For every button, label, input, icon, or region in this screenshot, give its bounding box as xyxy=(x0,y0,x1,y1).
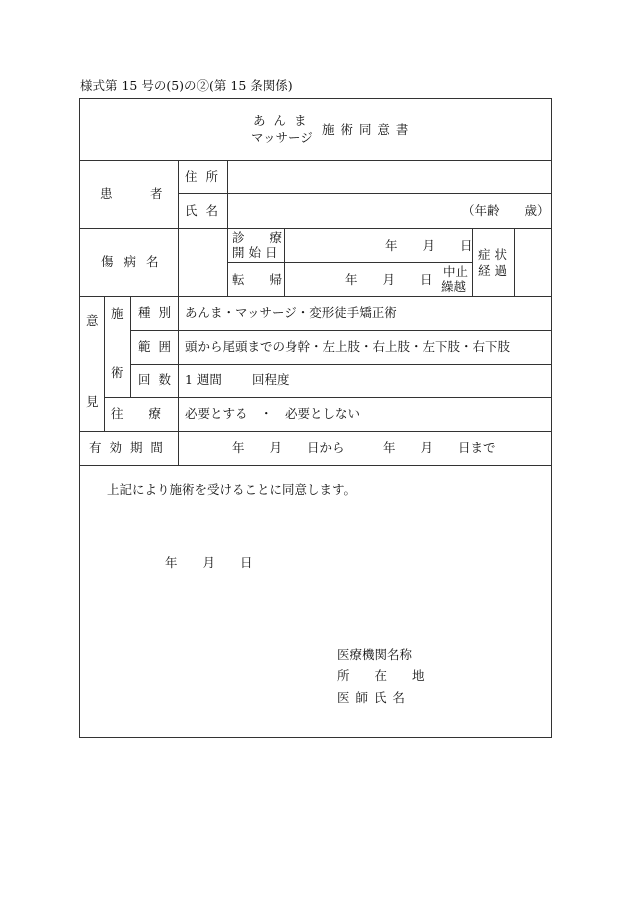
treatment-label-1: 施 xyxy=(111,306,124,321)
row-divider xyxy=(130,364,552,365)
first-visit-date: 年 月 日 xyxy=(385,238,473,253)
opinion-label-2: 見 xyxy=(86,394,99,409)
patient-label: 患 者 xyxy=(100,186,163,201)
first-visit-label-2: 開 始 日 xyxy=(232,245,278,260)
doctor-name-label: 医 師 氏 名 xyxy=(337,690,406,705)
treatment-label-2: 術 xyxy=(111,365,124,380)
col-divider xyxy=(178,431,179,465)
col-divider xyxy=(227,160,228,228)
row-divider xyxy=(104,397,552,398)
col-divider xyxy=(178,296,179,431)
symptom-label-1: 症 状 xyxy=(478,247,507,262)
validity-to: 年 月 日まで xyxy=(383,440,496,455)
opinion-label-1: 意 xyxy=(86,313,99,328)
type-label: 種 別 xyxy=(138,305,173,320)
validity-from: 年 月 日から xyxy=(232,440,345,455)
consent-date: 年 月 日 xyxy=(165,555,253,570)
col-divider xyxy=(284,228,285,296)
symptom-label-2: 経 過 xyxy=(478,263,507,278)
row-divider xyxy=(130,330,552,331)
address-label: 住 所 xyxy=(185,169,220,184)
injury-label: 傷 病 名 xyxy=(101,254,162,269)
row-divider xyxy=(79,431,552,432)
col-divider xyxy=(104,296,105,431)
consent-statement: 上記により施術を受けることに同意します。 xyxy=(107,482,357,497)
title-line-1: あ ん ま xyxy=(253,113,309,128)
first-visit-label-1: 診 療 xyxy=(232,230,283,245)
range-label: 範 囲 xyxy=(138,339,173,354)
visit-value: 必要とする ・ 必要としない xyxy=(185,406,361,421)
outcome-date: 年 月 日 xyxy=(345,272,433,287)
row-divider xyxy=(79,160,552,161)
col-divider xyxy=(514,228,515,296)
page-title: 施 術 同 意 書 xyxy=(322,122,410,137)
form-number: 様式第 15 号の(5)の②(第 15 条関係) xyxy=(80,78,293,93)
count-label: 回 数 xyxy=(138,372,173,387)
row-divider xyxy=(227,262,472,263)
title-line-2: マッサージ xyxy=(251,130,313,145)
validity-label: 有 効 期 間 xyxy=(89,440,165,455)
count-value-times: 回程度 xyxy=(252,372,290,387)
name-label: 氏 名 xyxy=(185,203,220,218)
institution-name-label: 医療機関名称 xyxy=(337,647,413,662)
location-label: 所 在 地 xyxy=(337,668,425,683)
col-divider xyxy=(227,228,228,296)
count-value-weeks: 1 週間 xyxy=(185,372,222,387)
visit-label: 往 療 xyxy=(111,406,162,421)
row-divider xyxy=(178,193,552,194)
range-value: 頭から尾頭までの身幹・左上肢・右上肢・左下肢・右下肢 xyxy=(185,339,511,354)
row-divider xyxy=(79,228,552,229)
type-value: あんま・マッサージ・変形徒手矯正術 xyxy=(185,305,397,320)
suspend-label-2: 繰越 xyxy=(441,279,467,294)
col-divider xyxy=(178,160,179,296)
age-label: （年齢 歳） xyxy=(462,203,550,218)
row-divider xyxy=(79,296,552,297)
row-divider xyxy=(79,465,552,466)
outcome-label: 転 帰 xyxy=(232,272,283,287)
col-divider xyxy=(130,296,131,397)
suspend-label-1: 中止 xyxy=(443,264,469,279)
